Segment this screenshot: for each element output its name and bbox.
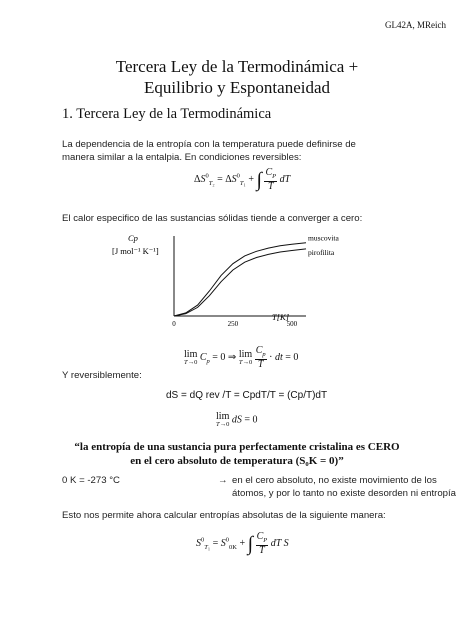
title-line-1: Tercera Ley de la Termodinámica + — [115, 57, 359, 76]
series-line-muscovita — [174, 243, 306, 316]
chart-ylabel: Cp — [128, 233, 138, 243]
title-line-2: Equilibrio y Espontaneidad — [143, 78, 331, 97]
section-heading: 1. Tercera Ley de la Termodinámica — [62, 106, 272, 122]
paragraph-2: El calor especifico de las sustancias sólidas tiende a converger a cero: — [62, 213, 363, 224]
arrow-icon: → — [218, 475, 228, 486]
equation-delta-s: $\Delta S^0_{T_2} = \Delta S^0_{T_1}$ + ∫ $\frac{C_P}{T}$ dT — [194, 167, 291, 192]
x-tick-label: 0 — [172, 320, 176, 328]
equation-absolute-entropy: $S^0_{T_1} = S^0_{0K}$ + ∫ $\frac{C_P}{T}$ dT S — [196, 531, 289, 556]
paragraph-3: Y reversiblemente: — [62, 370, 142, 381]
series-label-pirofilita: pirofilita — [308, 247, 335, 257]
third-law-line-1: “la entropía de una sustancia pura perfectamente cristalina es CERO — [74, 441, 400, 453]
paragraph-1-line-1: La dependencia de la entropía con la temperatura puede definirse de — [62, 139, 356, 150]
zero-kelvin-note-line-2: átomos, y por lo tanto no existe desorden ni entropía — [232, 488, 456, 499]
equation-ds: dS = dQ rev /T = CpdT/T = (Cp/T)dT — [166, 390, 328, 401]
chart-xlabel: T[K] — [272, 312, 290, 322]
series-label-muscovita: muscovita — [308, 233, 339, 243]
paragraph-4: Esto nos permite ahora calcular entropías absolutas de la siguiente manera: — [62, 510, 386, 521]
x-tick-label: 500 — [286, 320, 298, 328]
equation-limit-cp: lim T→0 $C_p = 0$ ⇒ lim T→0 $\frac{C_p}{T}$ · dt = 0 — [184, 345, 299, 370]
x-tick-label: 250 — [227, 320, 239, 328]
cp-vs-t-chart — [110, 228, 340, 332]
zero-kelvin-label: 0 K = -273 °C — [62, 475, 120, 486]
equation-limit-ds: lim T→0 dS = 0 — [216, 411, 258, 428]
third-law-line-2: en el cero absoluto de temperatura (S₀K = 0)” — [130, 455, 344, 467]
chart-yunit: [J mol⁻¹ K⁻¹] — [112, 246, 159, 256]
header-author-code: GL42A, MReich — [385, 20, 446, 30]
paragraph-1-line-2: manera similar a la entalpia. En condiciones reversibles: — [62, 152, 302, 163]
zero-kelvin-note-line-1: en el cero absoluto, no existe movimiento de los — [232, 475, 437, 486]
